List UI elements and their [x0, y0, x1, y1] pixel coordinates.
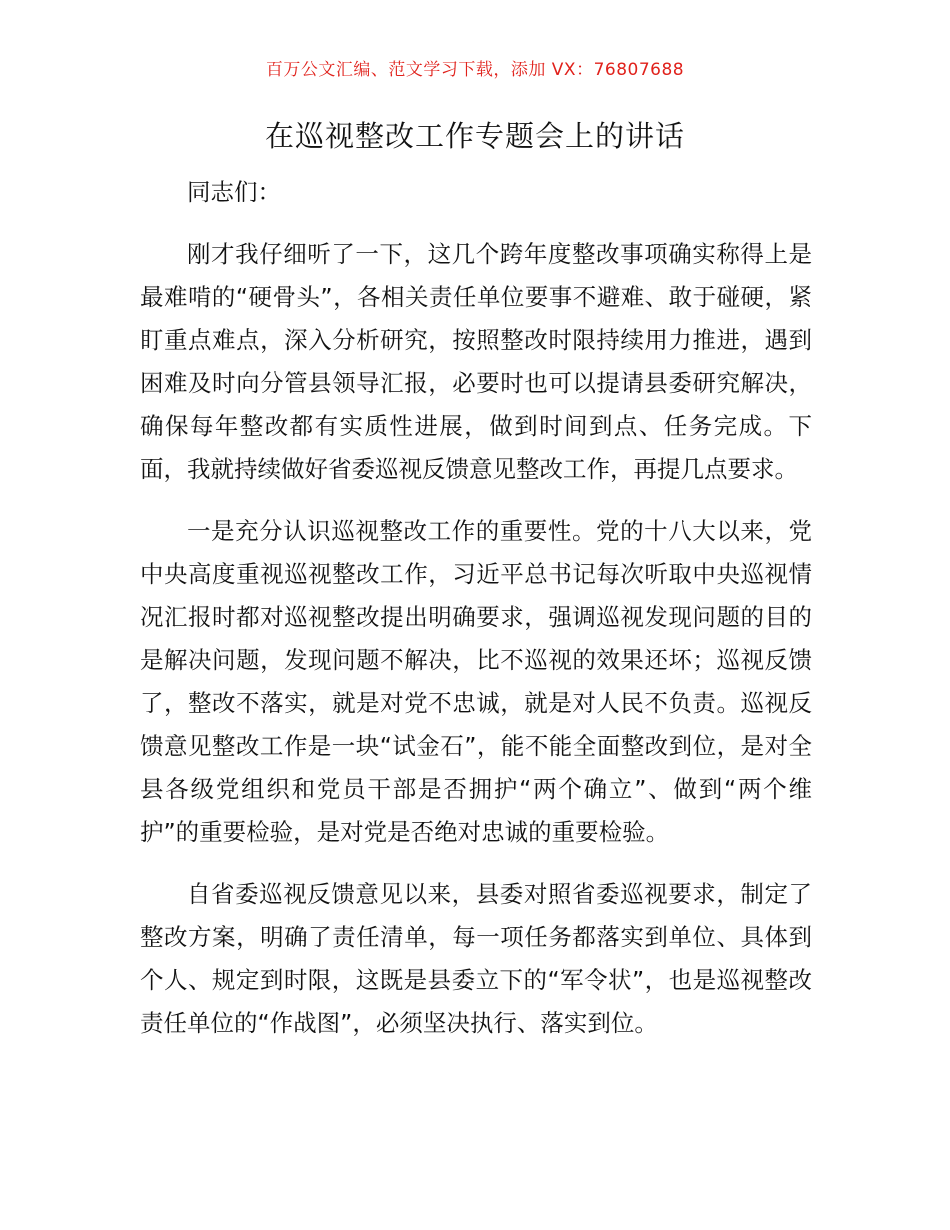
- salutation: 同志们：: [187, 178, 281, 206]
- paragraph-2: 一是充分认识巡视整改工作的重要性。党的十八大以来，党中央高度重视巡视整改工作，习近平总书记每次听取中央巡视情况汇报时都对巡视整改提出明确要求，强调巡视发现问题的目的是解决问题，发现问题不解决，比不巡视的效果还坏；巡视反馈了，整改不落实，就是对党不忠诚，就是对人民不负责。巡视反馈意见整改工作是一块“试金石”，能不能全面整改到位，是对全县各级党组织和党员干部是否拥护“两个确立”、做到“两个维护”的重要检验，是对党是否绝对忠诚的重要检验。: [140, 517, 812, 846]
- paragraph-1: 刚才我仔细听了一下，这几个跨年度整改事项确实称得上是最难啃的“硬骨头”，各相关责任单位要事不避难、敢于碰硬，紧盯重点难点，深入分析研究，按照整改时限持续用力推进，遇到困难及时向分管县领导汇报，必要时也可以提请县委研究解决，确保每年整改都有实质性进展，做到时间到点、任务完成。下面，我就持续做好省委巡视反馈意见整改工作，再提几点要求。: [140, 240, 812, 483]
- document-title: 在巡视整改工作专题会上的讲话: [264, 119, 685, 153]
- header-note: 百万公文汇编、范文学习下载，添加 VX：76807688: [265, 60, 685, 80]
- paragraph-3: 自省委巡视反馈意见以来，县委对照省委巡视要求，制定了整改方案，明确了责任清单，每一项任务都落实到单位、具体到个人、规定到时限，这既是县委立下的“军令状”，也是巡视整改责任单位的“作战图”，必须坚决执行、落实到位。: [140, 880, 812, 1037]
- document-body: [140, 171, 812, 1045]
